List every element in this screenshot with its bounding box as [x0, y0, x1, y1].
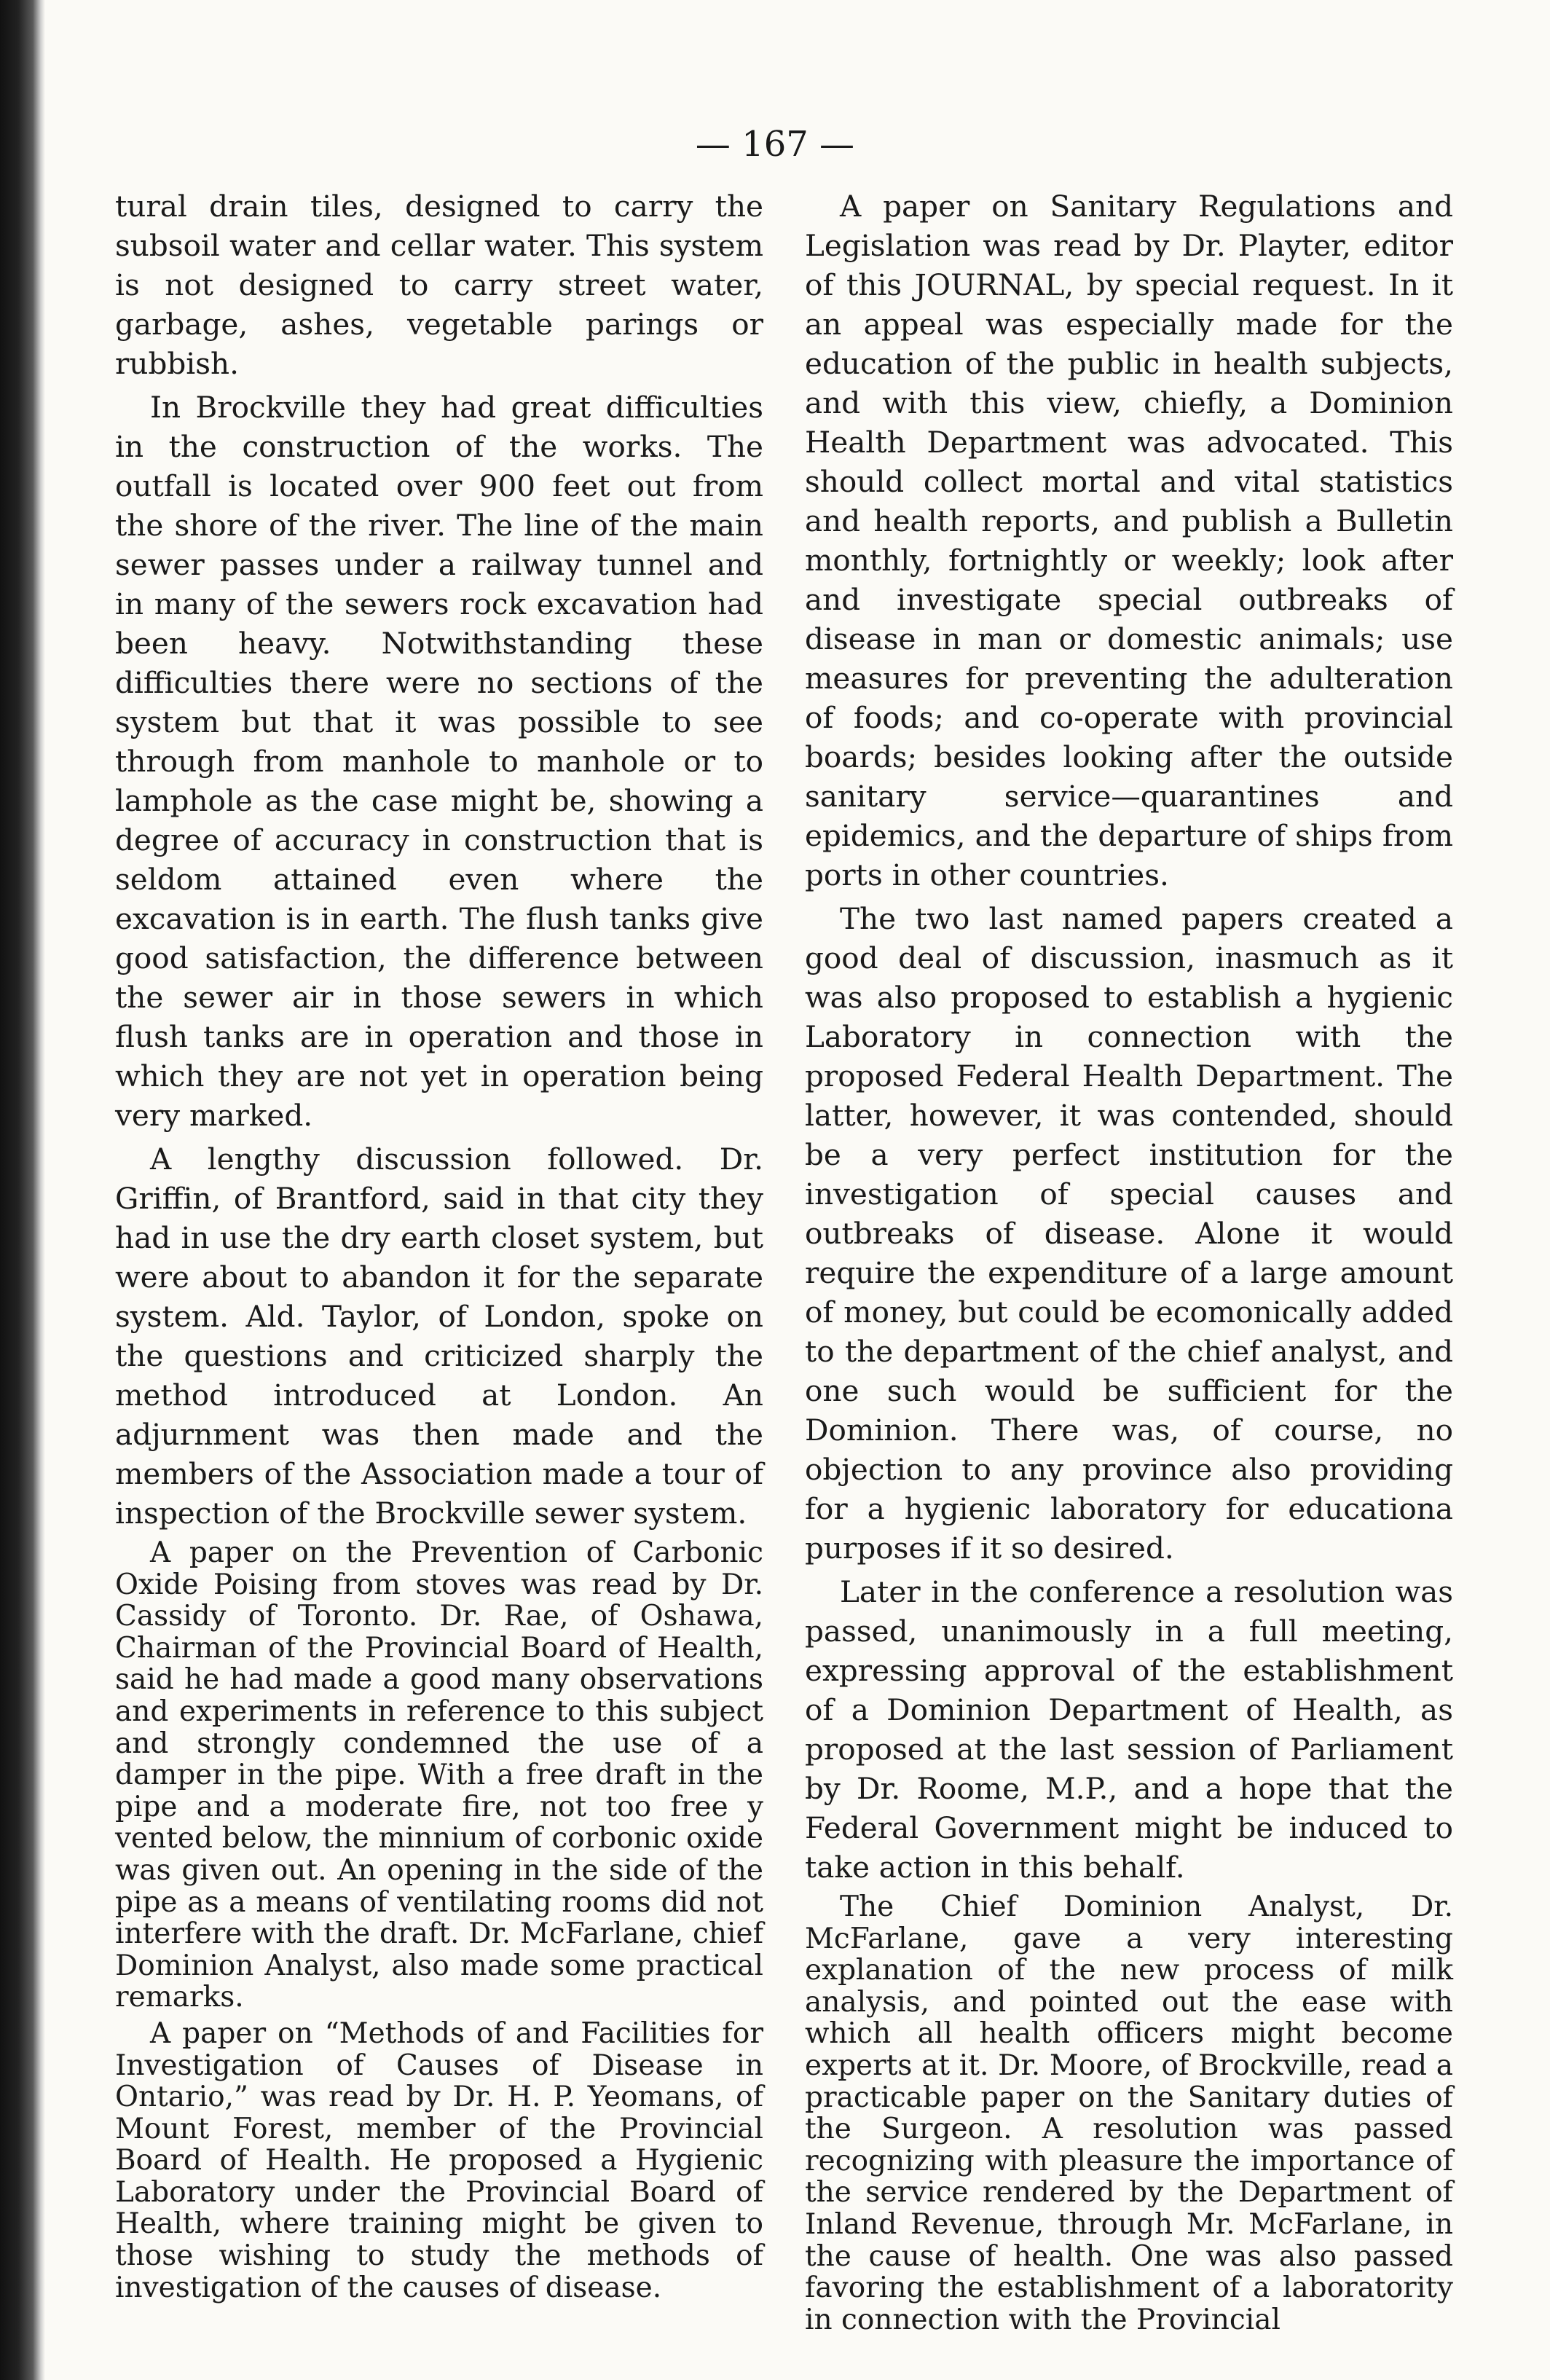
paragraph: tural drain tiles, designed to carry the subsoil water and cellar water. This system is not designed to carry street water, garbage, ashes, vegetable parings or rubbish.: [115, 189, 763, 381]
paragraph: A paper on Sanitary Regulations and Legislation was read by Dr. Playter, editor of this JOURNAL, by special request. In it an appeal was especially made for the education of the public in health subjects, and with this view, chiefly, a Dominion Health Department was advocated. This should collect mortal and vital statistics and health reports, and publish a Bulletin monthly, fortnightly or weekly; look after and investigate special outbreaks of disease in man or domestic animals; use measures for preventing the adulteration of foods; and co-operate with provincial boards; besides looking after the outside sanitary service—quarantines and epidemics, and the departure of ships from ports in other countries.: [805, 189, 1453, 892]
paragraph: A paper on the Prevention of Carbonic Oxide Poising from stoves was read by Dr. Cassidy of Toronto. Dr. Rae, of Oshawa, Chairman of the Provincial Board of Health, said he had made a good many observations and experiments in reference to this subject and strongly condemned the use of a damper in the pipe. With a free draft in the pipe and a moderate fire, not too free y vented below, the minnium of corbonic oxide was given out. An opening in the side of the pipe as a means of ventilating rooms did not interfere with the draft. Dr. McFarlane, chief Dominion Analyst, also made some practical remarks.: [115, 1536, 763, 2014]
paragraph: Later in the conference a resolution was passed, unanimously in a full meeting, expressing approval of the establishment of a Dominion Department of Health, as proposed at the last session of Parliament by Dr. Roome, M.P., and a hope that the Federal Government might be induced to take action in this behalf.: [805, 1574, 1453, 1885]
paragraph: A paper on “Methods of and Facilities for Investigation of Causes of Disease in Ontario,” was read by Dr. H. P. Yeomans, of Mount Forest, member of the Provincial Board of Health. He proposed a Hygienic Laboratory under the Provincial Board of Health, where training might be given to those wishing to study the methods of investigation of the causes of disease.: [115, 2016, 763, 2304]
paragraph: The Chief Dominion Analyst, Dr. McFarlane, gave a very interesting explanation of the new process of milk analysis, and pointed out the ease with which all health officers might become experts at it. Dr. Moore, of Brockville, read a practicable paper on the Sanitary duties of the Surgeon. A resolution was passed recognizing with pleasure the importance of the service rendered by the Department of Inland Revenue, through Mr. McFarlane, in the cause of health. One was also passed favoring the establishment of a laboratority in connection with the Provincial: [805, 1890, 1453, 2336]
page-number: — 167 —: [695, 124, 855, 165]
paragraph: In Brockville they had great difficulties in the construction of the works. The outfall is located over 900 feet out from the shore of the river. The line of the main sewer passes under a railway tunnel and in many of the sewers rock excavation had been heavy. Notwithstanding these difficulties there were no sections of the system but that it was possible to see through from manhole to manhole or to lamphole as the case might be, showing a degree of accuracy in construction that is seldom attained even where the excavation is in earth. The flush tanks give good satisfaction, the difference between the sewer air in those sewers in which flush tanks are in operation and those in which they are not yet in operation being very marked.: [115, 390, 763, 1133]
paragraph: A lengthy discussion followed. Dr. Griffin, of Brantford, said in that city they had in use the dry earth closet system, but were about to abandon it for the separate system. Ald. Taylor, of London, spoke on the questions and criticized sharply the method introduced at London. An adjurnment was then made and the members of the Association made a tour of inspection of the Brockville sewer system.: [115, 1142, 763, 1531]
left-column: [115, 186, 763, 2308]
right-column: [805, 186, 1453, 2340]
paragraph: The two last named papers created a good deal of discussion, inasmuch as it was also proposed to establish a hygienic Laboratory in connection with the proposed Federal Health Department. The latter, however, it was contended, should be a very perfect institution for the investigation of special causes and outbreaks of disease. Alone it would require the expenditure of a large amount of money, but could be ecomonically added to the department of the chief analyst, and one such would be sufficient for the Dominion. There was, of course, no objection to any province also providing for a hygienic laboratory for educationa purposes if it so desired.: [805, 901, 1453, 1566]
page-binding-edge: [0, 0, 45, 2380]
